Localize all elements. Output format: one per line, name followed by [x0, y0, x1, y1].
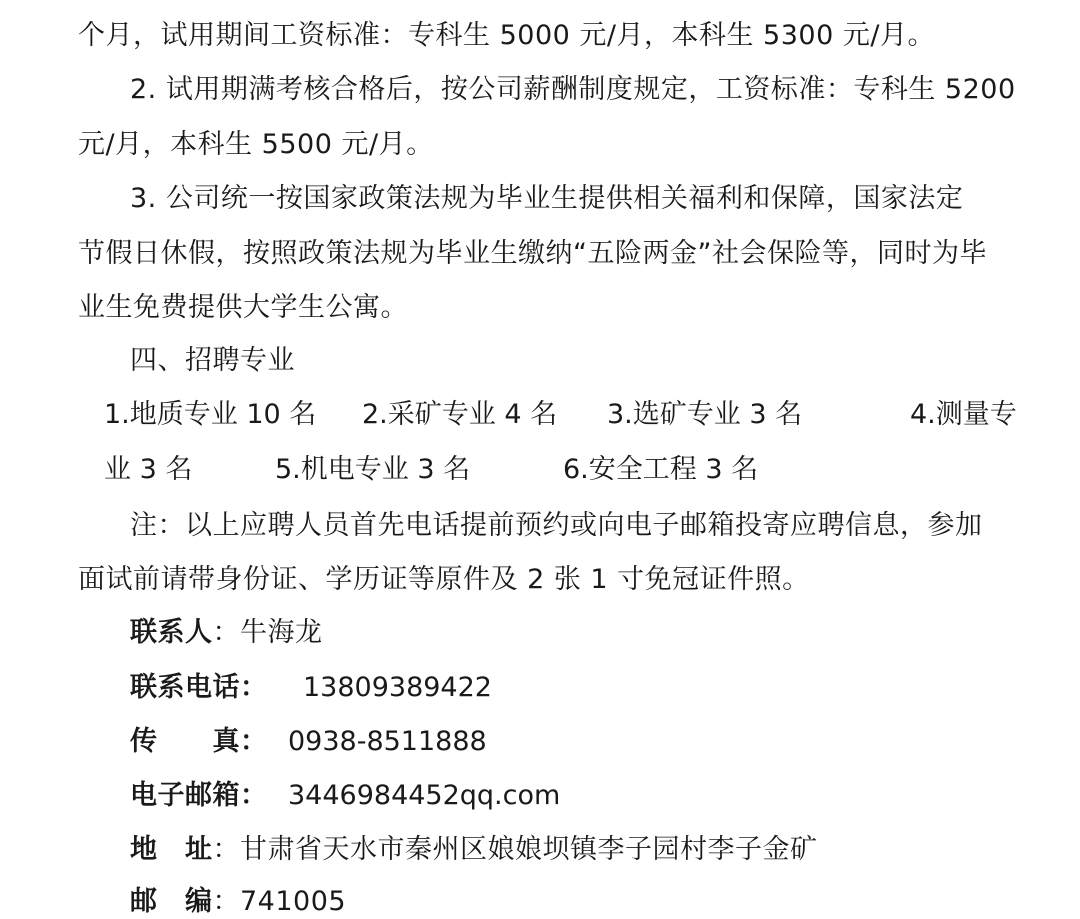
contact-zip-label: 邮 编 [130, 886, 213, 917]
major-mineral-processing: 3.选矿专业 3 名 [607, 399, 803, 430]
contact-fax-label: 传 真： [130, 726, 268, 757]
major-geology: 1.地质专业 10 名 [104, 399, 317, 430]
contact-fax [130, 725, 268, 759]
major-surveying-part-1: 4.测量专 [910, 399, 1017, 430]
major-safety-engineering: 6.安全工程 3 名 [563, 454, 759, 485]
contact-person-label: 联系人 [130, 617, 213, 648]
paragraph-3-line-2: 节假日休假，按照政策法规为毕业生缴纳“五险两金”社会保险等，同时为毕 [78, 238, 987, 269]
contact-person [130, 616, 323, 650]
contact-phone-value: 13809389422 [303, 672, 492, 703]
major-surveying-part-2: 业 3 名 [104, 454, 193, 485]
contact-email-value: 3446984452qq.com [288, 780, 561, 811]
paragraph-1-line-1: 个月，试用期间工资标准：专科生 5000 元/月，本科生 5300 元/月。 [78, 20, 935, 51]
major-mining: 2.采矿专业 4 名 [362, 399, 558, 430]
section-4-title: 四、招聘专业 [130, 345, 295, 376]
paragraph-3-line-1: 3. 公司统一按国家政策法规为毕业生提供相关福利和保障，国家法定 [130, 183, 964, 214]
paragraph-3-line-3: 业生免费提供大学生公寓。 [78, 292, 408, 323]
contact-email-label: 电子邮箱： [130, 780, 268, 811]
contact-person-value: ：牛海龙 [212, 617, 323, 648]
contact-zip-value: ：741005 [212, 886, 347, 917]
note-line-1: 注：以上应聘人员首先电话提前预约或向电子邮箱投寄应聘信息，参加 [130, 510, 983, 541]
paragraph-2-line-1: 2. 试用期满考核合格后，按公司薪酬制度规定，工资标准：专科生 5200 [130, 74, 1016, 105]
contact-address-value: ：甘肃省天水市秦州区娘娘坝镇李子园村李子金矿 [212, 834, 818, 865]
contact-address [130, 833, 818, 867]
major-electromechanical: 5.机电专业 3 名 [275, 454, 471, 485]
contact-email [130, 779, 268, 813]
contact-address-label: 地 址 [130, 834, 213, 865]
contact-zip [130, 885, 346, 919]
paragraph-2-line-2: 元/月，本科生 5500 元/月。 [78, 129, 434, 160]
contact-phone [130, 671, 268, 705]
note-line-2: 面试前请带身份证、学历证等原件及 2 张 1 寸免冠证件照。 [78, 564, 810, 595]
contact-phone-label: 联系电话： [130, 672, 268, 703]
contact-fax-value: 0938-8511888 [288, 726, 487, 757]
